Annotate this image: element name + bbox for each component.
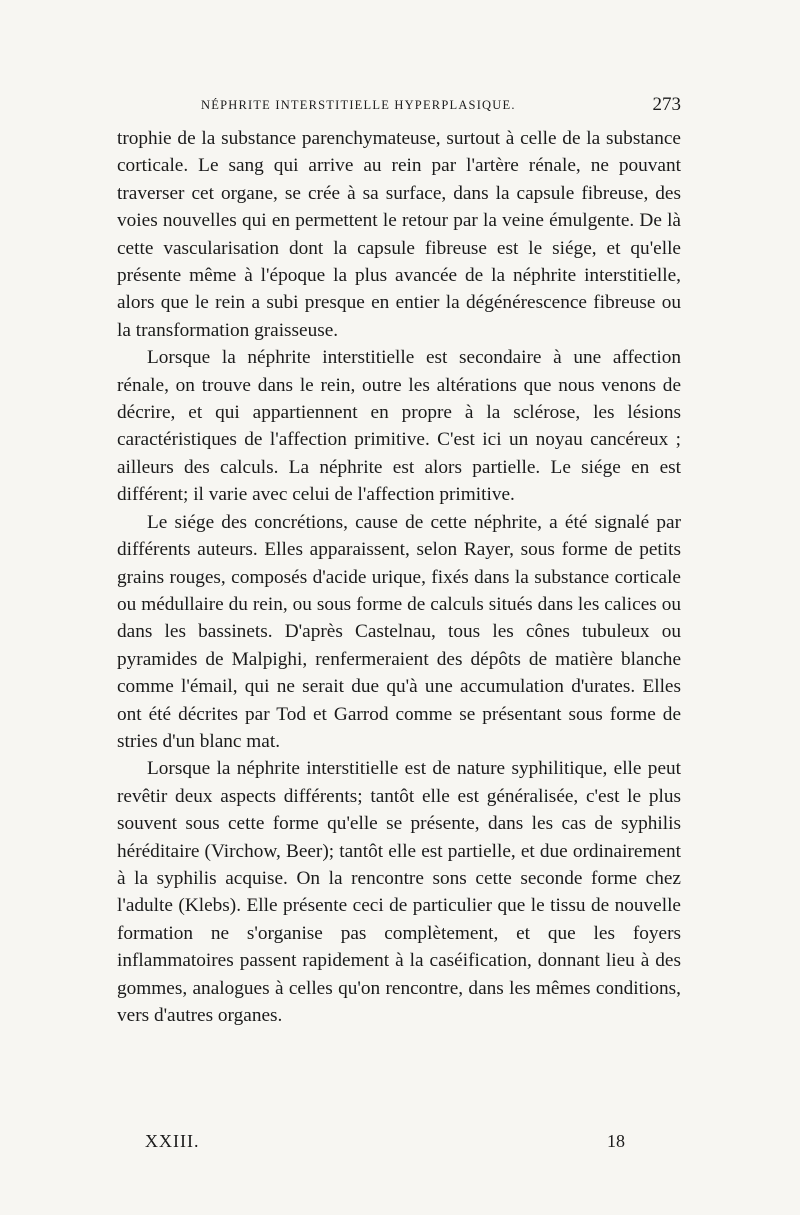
running-title: NÉPHRITE INTERSTITIELLE HYPERPLASIQUE. [201,98,516,112]
page-footer [145,1131,625,1157]
page-number: 273 [652,94,681,115]
body-text [117,125,681,1029]
paragraph-concretions: Le siége des concrétions, cause de cette néphrite, a été signalé par différents auteurs. Elles apparaissent, selon Rayer, sous forme de petits grains rouges, composés d'acide urique, fixés dans la substance corticale ou médullaire du rein, ou sous forme de calculs situés dans les calices ou dans les bassinets. D'après Castelnau, tous les cônes tubuleux ou pyramides de Malpighi, renfermeraient des dépôts de matière blanche comme l'émail, qui ne serait due qu'à une accumulation d'urates. Elles ont été décrites par Tod et Garrod comme se présentant sous forme de stries d'un blanc mat. [117,511,681,752]
paragraph-syphilitic-nephritis: Lorsque la néphrite interstitielle est de nature syphilitique, elle peut revêtir deux aspects différents; tantôt elle est généralisée, c'est le plus souvent sous cette forme qu'elle se présente, dans les cas de syphilis héréditaire (Virchow, Beer); tantôt elle est partielle, et due ordinairement à la syphilis acquise. On la rencontre sons cette seconde forme chez l'adulte (Klebs). Elle présente ceci de particulier que le tissu de nouvelle formation ne s'organise pas complètement, et que les foyers inflammatoires passent rapidement à la caséification, donnant lieu à des gommes, analogues à celles qu'on rencontre, dans les mêmes conditions, vers d'autres organes. [117,758,681,1026]
paragraph-continuation: trophie de la substance parenchymateuse, surtout à celle de la substance corticale. Le sang qui arrive au rein par l'artère rénale, ne pouvant traverser cet organe, se crée à sa surface, dans la capsule fibreuse, des voies nouvelles qui en permettent le retour par la veine émulgente. De là cette vascularisation dont la capsule fibreuse est le siége, et qu'elle présente même à l'époque la plus avancée de la néphrite interstitielle, alors que le rein a subi presque en entier la dégénérescence fibreuse ou la transformation graisseuse. [117,128,681,341]
running-head [117,94,681,120]
sheet-number: 18 [607,1131,625,1151]
signature-mark: XXIII. [145,1131,200,1151]
paragraph-secondary-nephritis: Lorsque la néphrite interstitielle est secondaire à une affection rénale, on trouve dans le rein, outre les altérations que nous venons de décrire, et qui appartiennent en propre à la sclérose, les lésions caractéristiques de l'affection primitive. C'est ici un noyau cancéreux ; ailleurs des calculs. La néphrite est alors partielle. Le siége en est différent; il varie avec celui de l'affection primitive. [117,347,681,506]
